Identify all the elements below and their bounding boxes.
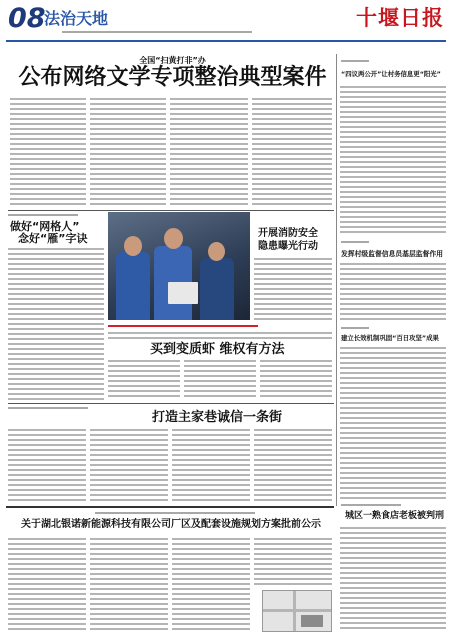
right-story-1-headline: “四议两公开”让村务信息更“阳光” (341, 70, 441, 78)
lead-body-col-2 (90, 98, 166, 208)
bottom-story-body-col-1 (8, 429, 86, 503)
right-story-4-body (340, 527, 446, 632)
notice-body-col-1 (8, 538, 86, 632)
left-story-label (8, 214, 78, 216)
left-story-headline-line-2: 念好“雁”字诀 (18, 232, 88, 245)
bottom-story-label (8, 407, 88, 409)
right-story-4-headline: 城区一熟食店老板被判刑 (345, 511, 445, 521)
lead-kicker: 全国“扫黄打非”办 (139, 56, 206, 65)
document-sheet (168, 282, 198, 304)
right-story-3-label (341, 327, 369, 329)
right-story-4-label (341, 504, 401, 506)
section-divider (8, 210, 334, 211)
map-parcel (301, 615, 323, 627)
right-story-3-body (340, 347, 446, 501)
section-divider (8, 403, 334, 404)
map-road (263, 609, 331, 612)
right-column-divider (336, 54, 337, 506)
middle-story-headline: 买到变质虾 维权有方法 (150, 342, 285, 357)
officer-figure (116, 252, 150, 320)
lead-body-col-4 (252, 98, 332, 208)
right-story-2-body (340, 263, 446, 323)
photo-story-headline-line-1: 开展消防安全 (258, 228, 318, 239)
bottom-story-headline: 打造主家巷诚信一条街 (152, 410, 283, 425)
bottom-story-body-col-3 (172, 429, 250, 503)
right-story-2-headline: 发挥村级监督信息员基层监督作用 (341, 250, 443, 258)
officer-head (164, 228, 183, 249)
officer-figure (200, 258, 234, 320)
bottom-story-body-col-4 (254, 429, 332, 503)
right-story-1-body (340, 86, 446, 234)
masthead-rule (6, 40, 446, 42)
notice-body-col-2 (90, 538, 168, 632)
notice-rule-thick (6, 506, 334, 508)
left-story-body (8, 248, 104, 400)
notice-serial-line (95, 512, 255, 514)
map-road (293, 591, 296, 631)
right-story-3-headline: 建立长效机制巩固“百日攻坚”成果 (341, 334, 439, 342)
left-story-headline-line-1: 做好“网格人” (10, 220, 80, 233)
notice-body-col-4 (254, 538, 332, 586)
newspaper-logo: 十堰日报 (356, 5, 444, 30)
police-photo (108, 212, 250, 320)
right-story-2-label (341, 241, 369, 243)
photo-caption (108, 325, 258, 327)
notice-body-col-3 (172, 538, 250, 632)
photo-story-headline-line-2: 隐患曝光行动 (258, 241, 318, 252)
middle-story-body-col-2 (184, 360, 256, 400)
middle-story-lede (108, 332, 332, 340)
lead-headline: 公布网络文学专项整治典型案件 (18, 65, 327, 90)
section-title: 法治天地 (44, 9, 109, 28)
bottom-story-body-col-2 (90, 429, 168, 503)
officer-head (208, 242, 225, 261)
site-plan-map (262, 590, 332, 632)
photo-story-body (254, 258, 332, 320)
lead-body-col-3 (170, 98, 248, 208)
date-editor-line (62, 31, 252, 33)
officer-head (124, 236, 142, 256)
middle-story-body-col-1 (108, 360, 180, 400)
notice-headline: 关于湖北银诺新能源科技有限公司厂区及配套设施规划方案批前公示 (21, 519, 321, 530)
lead-body-col-1 (10, 98, 86, 208)
right-story-1-label (341, 60, 369, 62)
middle-story-body-col-3 (260, 360, 332, 400)
page-number: 08 (8, 3, 46, 34)
